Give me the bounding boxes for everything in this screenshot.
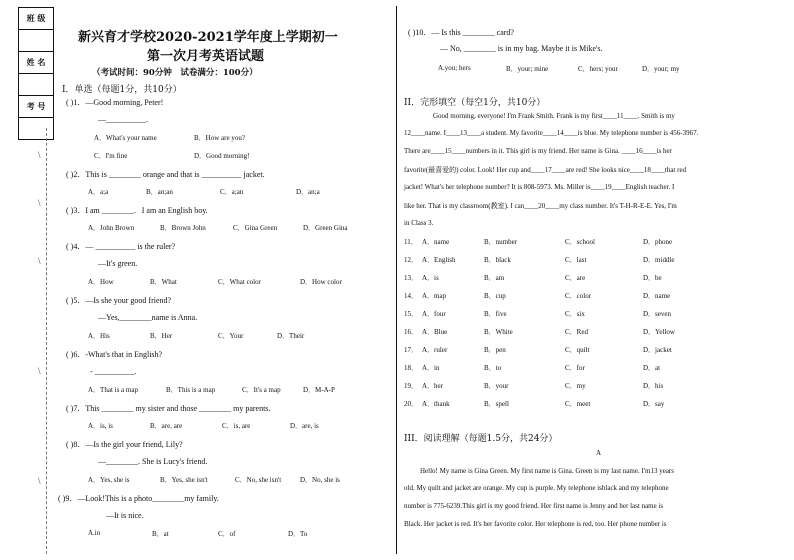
- section2-heading: II．完形填空（每空1分，共10分）: [404, 98, 546, 108]
- option[interactable]: B．am: [484, 274, 505, 282]
- option[interactable]: B．Yes, she isn't: [160, 476, 208, 484]
- page-title-line2: 第一次月考英语试题: [147, 49, 265, 64]
- section3-heading: III．阅读理解（每题1.5分，共24分）: [404, 434, 558, 444]
- passage-line: Black. Her jacket is red. It's her favorite color. Her telephone is red, too. Her phone number is: [404, 520, 667, 528]
- option-row-number: 14．: [404, 292, 418, 300]
- option[interactable]: C．of: [218, 530, 236, 538]
- option[interactable]: B．Brown John: [160, 224, 206, 232]
- question-stem: ( )10．— Is this ________ card?: [408, 28, 514, 37]
- option[interactable]: B．White: [484, 328, 513, 336]
- option[interactable]: D．seven: [643, 310, 671, 318]
- option[interactable]: D．Green Gina: [303, 224, 348, 232]
- option[interactable]: A．What's your name: [94, 134, 157, 142]
- option[interactable]: C．hers; your: [578, 65, 618, 73]
- option[interactable]: D．name: [643, 292, 671, 300]
- option[interactable]: B．Her: [150, 332, 173, 340]
- option[interactable]: C．my: [565, 382, 586, 390]
- option[interactable]: C．a;an: [220, 188, 244, 196]
- option[interactable]: B．spell: [484, 400, 509, 408]
- passage-line: favorite(最喜爱的) color. Look! Her cup and____17____are red! She looks nice____18____that red: [404, 166, 687, 174]
- option[interactable]: C．color: [565, 292, 592, 300]
- passage-line: 12____name. I____13____a student. My favorite____14____is blue. My telephone number is 456-3967.: [404, 129, 699, 137]
- option[interactable]: C．school: [565, 238, 595, 246]
- option[interactable]: D．To: [288, 530, 308, 538]
- option[interactable]: C．last: [565, 256, 587, 264]
- option[interactable]: C．Your: [218, 332, 244, 340]
- option[interactable]: C．What color: [218, 278, 261, 286]
- option[interactable]: D．an;a: [296, 188, 320, 196]
- option-row-number: 17．: [404, 346, 418, 354]
- option[interactable]: D．his: [643, 382, 664, 390]
- passage-line: Good morning, everyone! I'm Frank Smith. Frank is my first____11____. Smith is my: [433, 112, 675, 120]
- option-row-number: 12．: [404, 256, 418, 264]
- option[interactable]: A．in: [422, 364, 440, 372]
- answer-line: - __________.: [90, 367, 137, 376]
- question-stem: ( )2．This is ________ orange and that is __________ jacket.: [66, 170, 265, 179]
- answer-line: — No, ________ is in my bag. Maybe it is Mike's.: [440, 44, 603, 53]
- answer-line: —________. She is Lucy's friend.: [98, 457, 208, 466]
- binding-mark: \: [38, 476, 41, 486]
- question-stem: ( )8．—Is the girl your friend, Lily?: [66, 440, 183, 449]
- name-field-label: 姓 名: [19, 52, 54, 74]
- exam-info: （考试时间：90分钟 试卷满分：100分）: [92, 68, 258, 78]
- option[interactable]: C．Gina Green: [233, 224, 278, 232]
- question-stem: ( )7．This ________ my sister and those ________ my parents.: [66, 404, 271, 413]
- option[interactable]: D．M-A-P: [303, 386, 335, 394]
- option[interactable]: D．Good morning!: [194, 152, 250, 160]
- option[interactable]: A．a;a: [88, 188, 109, 196]
- option[interactable]: A．her: [422, 382, 443, 390]
- name-field-blank[interactable]: [19, 74, 54, 96]
- option[interactable]: A．is: [422, 274, 439, 282]
- option[interactable]: C．are: [565, 274, 586, 282]
- option[interactable]: D．your; my: [642, 65, 680, 73]
- binding-mark: \: [38, 366, 41, 376]
- option[interactable]: A．is, is: [88, 422, 113, 430]
- binding-fold-line: [46, 128, 47, 554]
- binding-info-table: [18, 7, 54, 140]
- option-row-number: 20．: [404, 400, 418, 408]
- option[interactable]: C．I'm fine: [94, 152, 128, 160]
- option[interactable]: B．an;an: [146, 188, 173, 196]
- passage-line: There are____15____numbers in it. This girl is my friend. Her name is Gina. ____16____is her: [404, 147, 672, 155]
- option[interactable]: B．your; mine: [506, 65, 549, 73]
- option[interactable]: A．John Brown: [88, 224, 135, 232]
- column-divider: [396, 6, 397, 554]
- question-stem: ( )4．— __________ is the ruler?: [66, 242, 176, 251]
- option-row-number: 16．: [404, 328, 418, 336]
- binding-mark: \: [38, 256, 41, 266]
- option[interactable]: B．How are you?: [194, 134, 245, 142]
- option[interactable]: C．for: [565, 364, 585, 372]
- passage-line: Hello! My name is Gina Green. My first name is Gina. Green is my last name. I'm13 years: [420, 467, 674, 475]
- passage-label: A: [596, 449, 602, 457]
- option[interactable]: D．How color: [300, 278, 342, 286]
- option[interactable]: D．Yellow: [643, 328, 675, 336]
- option[interactable]: D．be: [643, 274, 662, 282]
- option[interactable]: B．black: [484, 256, 511, 264]
- option[interactable]: C．No, she isn't: [235, 476, 282, 484]
- passage-line: old. My quilt and jacket are orange. My cup is purple. My telephone isblack and my telephone: [404, 484, 669, 492]
- option[interactable]: A．ruler: [422, 346, 448, 354]
- option[interactable]: A.you; hers: [438, 64, 471, 72]
- option[interactable]: B．to: [484, 364, 502, 372]
- question-stem: ( )9．—Look!This is a photo________my family.: [58, 494, 219, 503]
- option[interactable]: B．pen: [484, 346, 506, 354]
- option[interactable]: C．It's a map: [242, 386, 281, 394]
- option[interactable]: C．six: [565, 310, 585, 318]
- question-stem: ( )1．—Good morning, Peter!: [66, 98, 164, 107]
- question-stem: ( )6．-What's that in English?: [66, 350, 163, 359]
- binding-mark: \: [38, 198, 41, 208]
- option[interactable]: A．How: [88, 278, 114, 286]
- option[interactable]: A．name: [422, 238, 450, 246]
- option[interactable]: D．say: [643, 400, 665, 408]
- class-field-blank[interactable]: [19, 30, 54, 52]
- option[interactable]: A．His: [88, 332, 110, 340]
- page-title-line1: 新兴育才学校2020-2021学年度上学期初一: [78, 30, 338, 45]
- option[interactable]: A．four: [422, 310, 446, 318]
- option[interactable]: B．What: [150, 278, 177, 286]
- option[interactable]: D．phone: [643, 238, 673, 246]
- option[interactable]: B．at: [152, 530, 169, 538]
- passage-line: like her. That is my classroom(教室). I can____20____my class number. It's T-H-R-E-E. Yes, I'm: [404, 202, 677, 210]
- number-field-blank[interactable]: [19, 118, 54, 140]
- passage-line: in Class 3.: [404, 219, 434, 227]
- option[interactable]: D．at: [643, 364, 661, 372]
- passage-line: jacket! What's her telephone number? It is 808-5973. Ms. Miller is____19____English teacher. I: [404, 183, 675, 191]
- option[interactable]: B．your: [484, 382, 509, 390]
- option[interactable]: B．cup: [484, 292, 506, 300]
- option[interactable]: D．are, is: [290, 422, 319, 430]
- option[interactable]: A．English: [422, 256, 456, 264]
- option[interactable]: B．number: [484, 238, 518, 246]
- option[interactable]: A．thank: [422, 400, 450, 408]
- option[interactable]: A．map: [422, 292, 447, 300]
- answer-line: —Yes,________name is Anna.: [98, 313, 198, 322]
- option-row-number: 13．: [404, 274, 418, 282]
- question-stem: ( )3．I am ________．I am an English boy.: [66, 206, 208, 215]
- passage-line: number is 775-6239.This girl is my good friend. Her first name is Jenny and her last name is: [404, 502, 664, 510]
- option-row-number: 15．: [404, 310, 418, 318]
- binding-mark: \: [38, 150, 41, 160]
- option[interactable]: C．is, are: [222, 422, 251, 430]
- option[interactable]: B．five: [484, 310, 507, 318]
- option[interactable]: D．No, she is: [300, 476, 340, 484]
- option-row-number: 19．: [404, 382, 418, 390]
- class-field-label: 班 级: [19, 8, 54, 30]
- option-row-number: 11．: [404, 238, 418, 246]
- option[interactable]: D．middle: [643, 256, 675, 264]
- answer-line: —__________.: [98, 115, 148, 124]
- option[interactable]: A．Blue: [422, 328, 448, 336]
- option[interactable]: B．are, are: [150, 422, 183, 430]
- question-stem: ( )5．—Is she your good friend?: [66, 296, 172, 305]
- option[interactable]: D．Their: [277, 332, 305, 340]
- section1-heading: I．单选（每题1分，共10分）: [62, 85, 182, 95]
- option-row-number: 18．: [404, 364, 418, 372]
- option[interactable]: D．jacket: [643, 346, 672, 354]
- option[interactable]: C．Red: [565, 328, 588, 336]
- option[interactable]: A．Yes, she is: [88, 476, 130, 484]
- option[interactable]: B．This is a map: [166, 386, 216, 394]
- option[interactable]: C．meet: [565, 400, 591, 408]
- option[interactable]: C．quilt: [565, 346, 590, 354]
- number-field-label: 考 号: [19, 96, 54, 118]
- option[interactable]: A.in: [88, 529, 101, 537]
- answer-line: —It is nice.: [106, 511, 144, 520]
- option[interactable]: A．That is a map: [88, 386, 138, 394]
- answer-line: —It's green.: [98, 259, 138, 268]
